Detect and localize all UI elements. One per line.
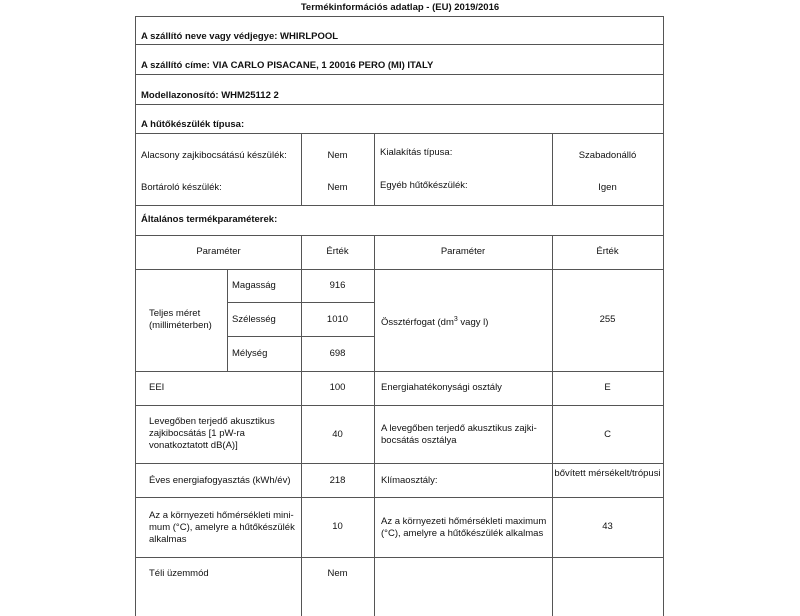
annual-energy-value: 218	[329, 475, 346, 486]
col-header-parameter: Paraméter	[440, 246, 486, 257]
climate-class-value: bővített mérsékelt/trópusi	[554, 468, 661, 479]
winter-mode-label: Téli üzemmód	[149, 568, 209, 579]
row-divider	[136, 463, 663, 464]
min-temp-label: Az a környezeti hőmérsékleti minimum (°C), amelyre a hűtőkészülék alkalmas	[149, 510, 295, 545]
col-divider	[301, 235, 302, 616]
wine-storage-value: Nem	[327, 182, 348, 193]
low-noise-value: Nem	[327, 150, 348, 161]
col-divider	[301, 133, 302, 205]
noise-class-value: C	[604, 429, 611, 440]
col-header-value: Érték	[326, 246, 349, 257]
row-divider	[136, 44, 663, 45]
noise-class-label: A levegőben terjedő akusztikus zajkibocsátás osztálya	[381, 423, 537, 446]
row-divider	[136, 104, 663, 105]
general-params-heading: Általános termékparaméterek:	[141, 214, 278, 225]
supplier-address: A szállító címe: VIA CARLO PISACANE, 1 20016 PERO (MI) ITALY	[141, 60, 434, 71]
row-divider	[136, 74, 663, 75]
other-appliance-value: Igen	[598, 182, 617, 193]
col-header-value: Érték	[596, 246, 619, 257]
row-divider	[136, 133, 663, 134]
design-type-value: Szabadonálló	[578, 150, 637, 161]
total-volume-label: Össztérfogat ($dm^3$ vagy l)	[381, 316, 489, 329]
max-temp-value: 43	[602, 521, 613, 532]
noise-emission-value: 40	[332, 429, 343, 440]
low-noise-label: Alacsony zajkibocsátású készülék:	[141, 150, 287, 161]
design-type-label: Kialakítás típusa:	[380, 147, 453, 158]
overall-size-label: Teljes méret (milliméterben)	[149, 308, 212, 331]
wine-storage-label: Bortároló készülék:	[141, 182, 222, 193]
product-info-table	[135, 16, 664, 616]
annual-energy-label: Éves energiafogyasztás (kWh/év)	[149, 475, 291, 486]
eei-label: EEI	[149, 382, 165, 393]
height-label: Magasság	[232, 280, 276, 291]
row-divider	[136, 16, 663, 17]
col-divider	[374, 235, 375, 616]
width-label: Szélesség	[232, 314, 276, 325]
col-divider	[552, 235, 553, 616]
width-value: 1010	[326, 314, 349, 325]
row-divider	[136, 235, 663, 236]
winter-mode-value: Nem	[327, 568, 348, 579]
col-divider	[374, 133, 375, 205]
sheet-title: Termékinformációs adatlap - (EU) 2019/2016	[300, 2, 500, 13]
depth-label: Mélység	[232, 348, 268, 359]
climate-class-label: Klímaosztály:	[381, 475, 438, 486]
max-temp-label: Az a környezeti hőmérsékleti maximum (°C), amelyre a hűtőkészülék alkalmas	[381, 516, 547, 539]
depth-value: 698	[329, 348, 346, 359]
supplier-name: A szállító neve vagy védjegye: WHIRLPOOL	[141, 31, 339, 42]
col-divider	[552, 133, 553, 205]
col-divider	[227, 269, 228, 371]
row-divider	[136, 205, 663, 206]
col-header-parameter: Paraméter	[196, 246, 241, 257]
energy-class-label: Energiahatékonysági osztály	[381, 382, 502, 393]
row-divider	[136, 497, 663, 498]
energy-class-value: E	[604, 382, 611, 393]
other-appliance-label: Egyéb hűtőkészülék:	[380, 180, 468, 191]
height-value: 916	[329, 280, 346, 291]
appliance-type-heading: A hűtőkészülék típusa:	[141, 119, 245, 130]
model-identifier: Modellazonosító: WHM25112 2	[141, 90, 279, 101]
row-divider	[136, 405, 663, 406]
noise-emission-label: Levegőben terjedő akusztikus zajkibocsátás [1 pW-ra vonatkoztatott dB(A)]	[149, 416, 275, 451]
eei-value: 100	[329, 382, 346, 393]
row-divider	[136, 371, 663, 372]
total-volume-value: 255	[599, 314, 616, 325]
row-divider	[136, 557, 663, 558]
row-divider	[136, 269, 663, 270]
min-temp-value: 10	[332, 521, 343, 532]
